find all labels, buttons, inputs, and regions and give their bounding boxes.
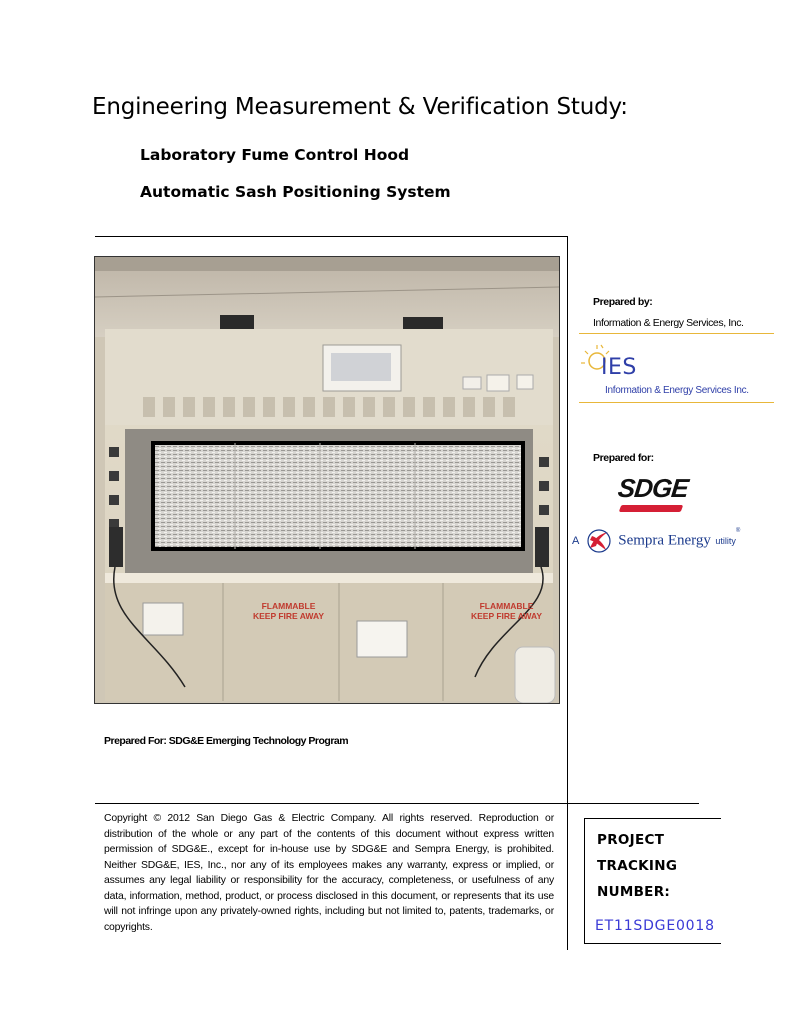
ies-tagline: Information & Energy Services Inc. — [605, 385, 749, 396]
subtitle-line-1: Laboratory Fume Control Hood — [140, 146, 410, 164]
ies-mark: IES — [601, 355, 637, 380]
fume-hood-photo — [94, 256, 560, 704]
prepared-by-name: Information & Energy Services, Inc. — [593, 317, 744, 329]
sdge-logo — [618, 473, 688, 504]
copyright-notice: Copyright © 2012 San Diego Gas & Electric Company. All rights reserved. Reproduction or distribution of the whole or any part of the contents of this document without express written permission of SDG&E., except for in-house use by SDG&E and Sempra Energy, is prohibited. Neither SDG&E, IES, Inc., nor any of its employees makes any warranty, express or implied, or assumes any legal liability or responsibility for the accuracy, completeness, or usefulness of any data, information, method, product, or process disclosed in this document, or represents that its use will not infringe upon any privately-owned rights, including but not limited to, patents, trademarks, or copyrights. — [104, 813, 554, 933]
flammable-sign-right: FLAMMABLE KEEP FIRE AWAY — [471, 601, 543, 621]
prepared-by-label: Prepared by: — [593, 296, 653, 308]
flammable-sign-left: FLAMMABLE KEEP FIRE AWAY — [253, 601, 325, 621]
ies-logo — [579, 333, 774, 403]
tracking-line-1: PROJECT — [597, 832, 665, 848]
tracking-line-3: NUMBER: — [597, 884, 671, 900]
sempra-reg-mark: ® — [735, 528, 741, 534]
sempra-flame-icon — [586, 528, 612, 554]
prepared-for-label: Prepared for: — [593, 452, 654, 464]
prepared-for-program: Prepared For: SDG&E Emerging Technology Program — [104, 735, 349, 747]
top-divider — [95, 236, 567, 237]
sdge-logo-text: SDGE — [616, 473, 690, 503]
document-title: Engineering Measurement & Verification Study: — [92, 94, 628, 120]
tracking-label — [597, 827, 677, 905]
sempra-suffix: utility — [715, 536, 736, 546]
project-tracking-box — [584, 818, 721, 944]
tracking-number: ET11SDGE0018 — [595, 918, 715, 934]
sempra-prefix: A — [572, 535, 580, 547]
vertical-divider — [567, 236, 568, 950]
subtitle-line-2: Automatic Sash Positioning System — [140, 183, 451, 201]
sempra-name: Sempra Energy — [618, 532, 711, 549]
sempra-logo — [572, 528, 740, 554]
tracking-line-2: TRACKING — [597, 858, 678, 874]
sdge-swoosh-icon — [619, 505, 684, 512]
bottom-divider — [95, 803, 699, 804]
